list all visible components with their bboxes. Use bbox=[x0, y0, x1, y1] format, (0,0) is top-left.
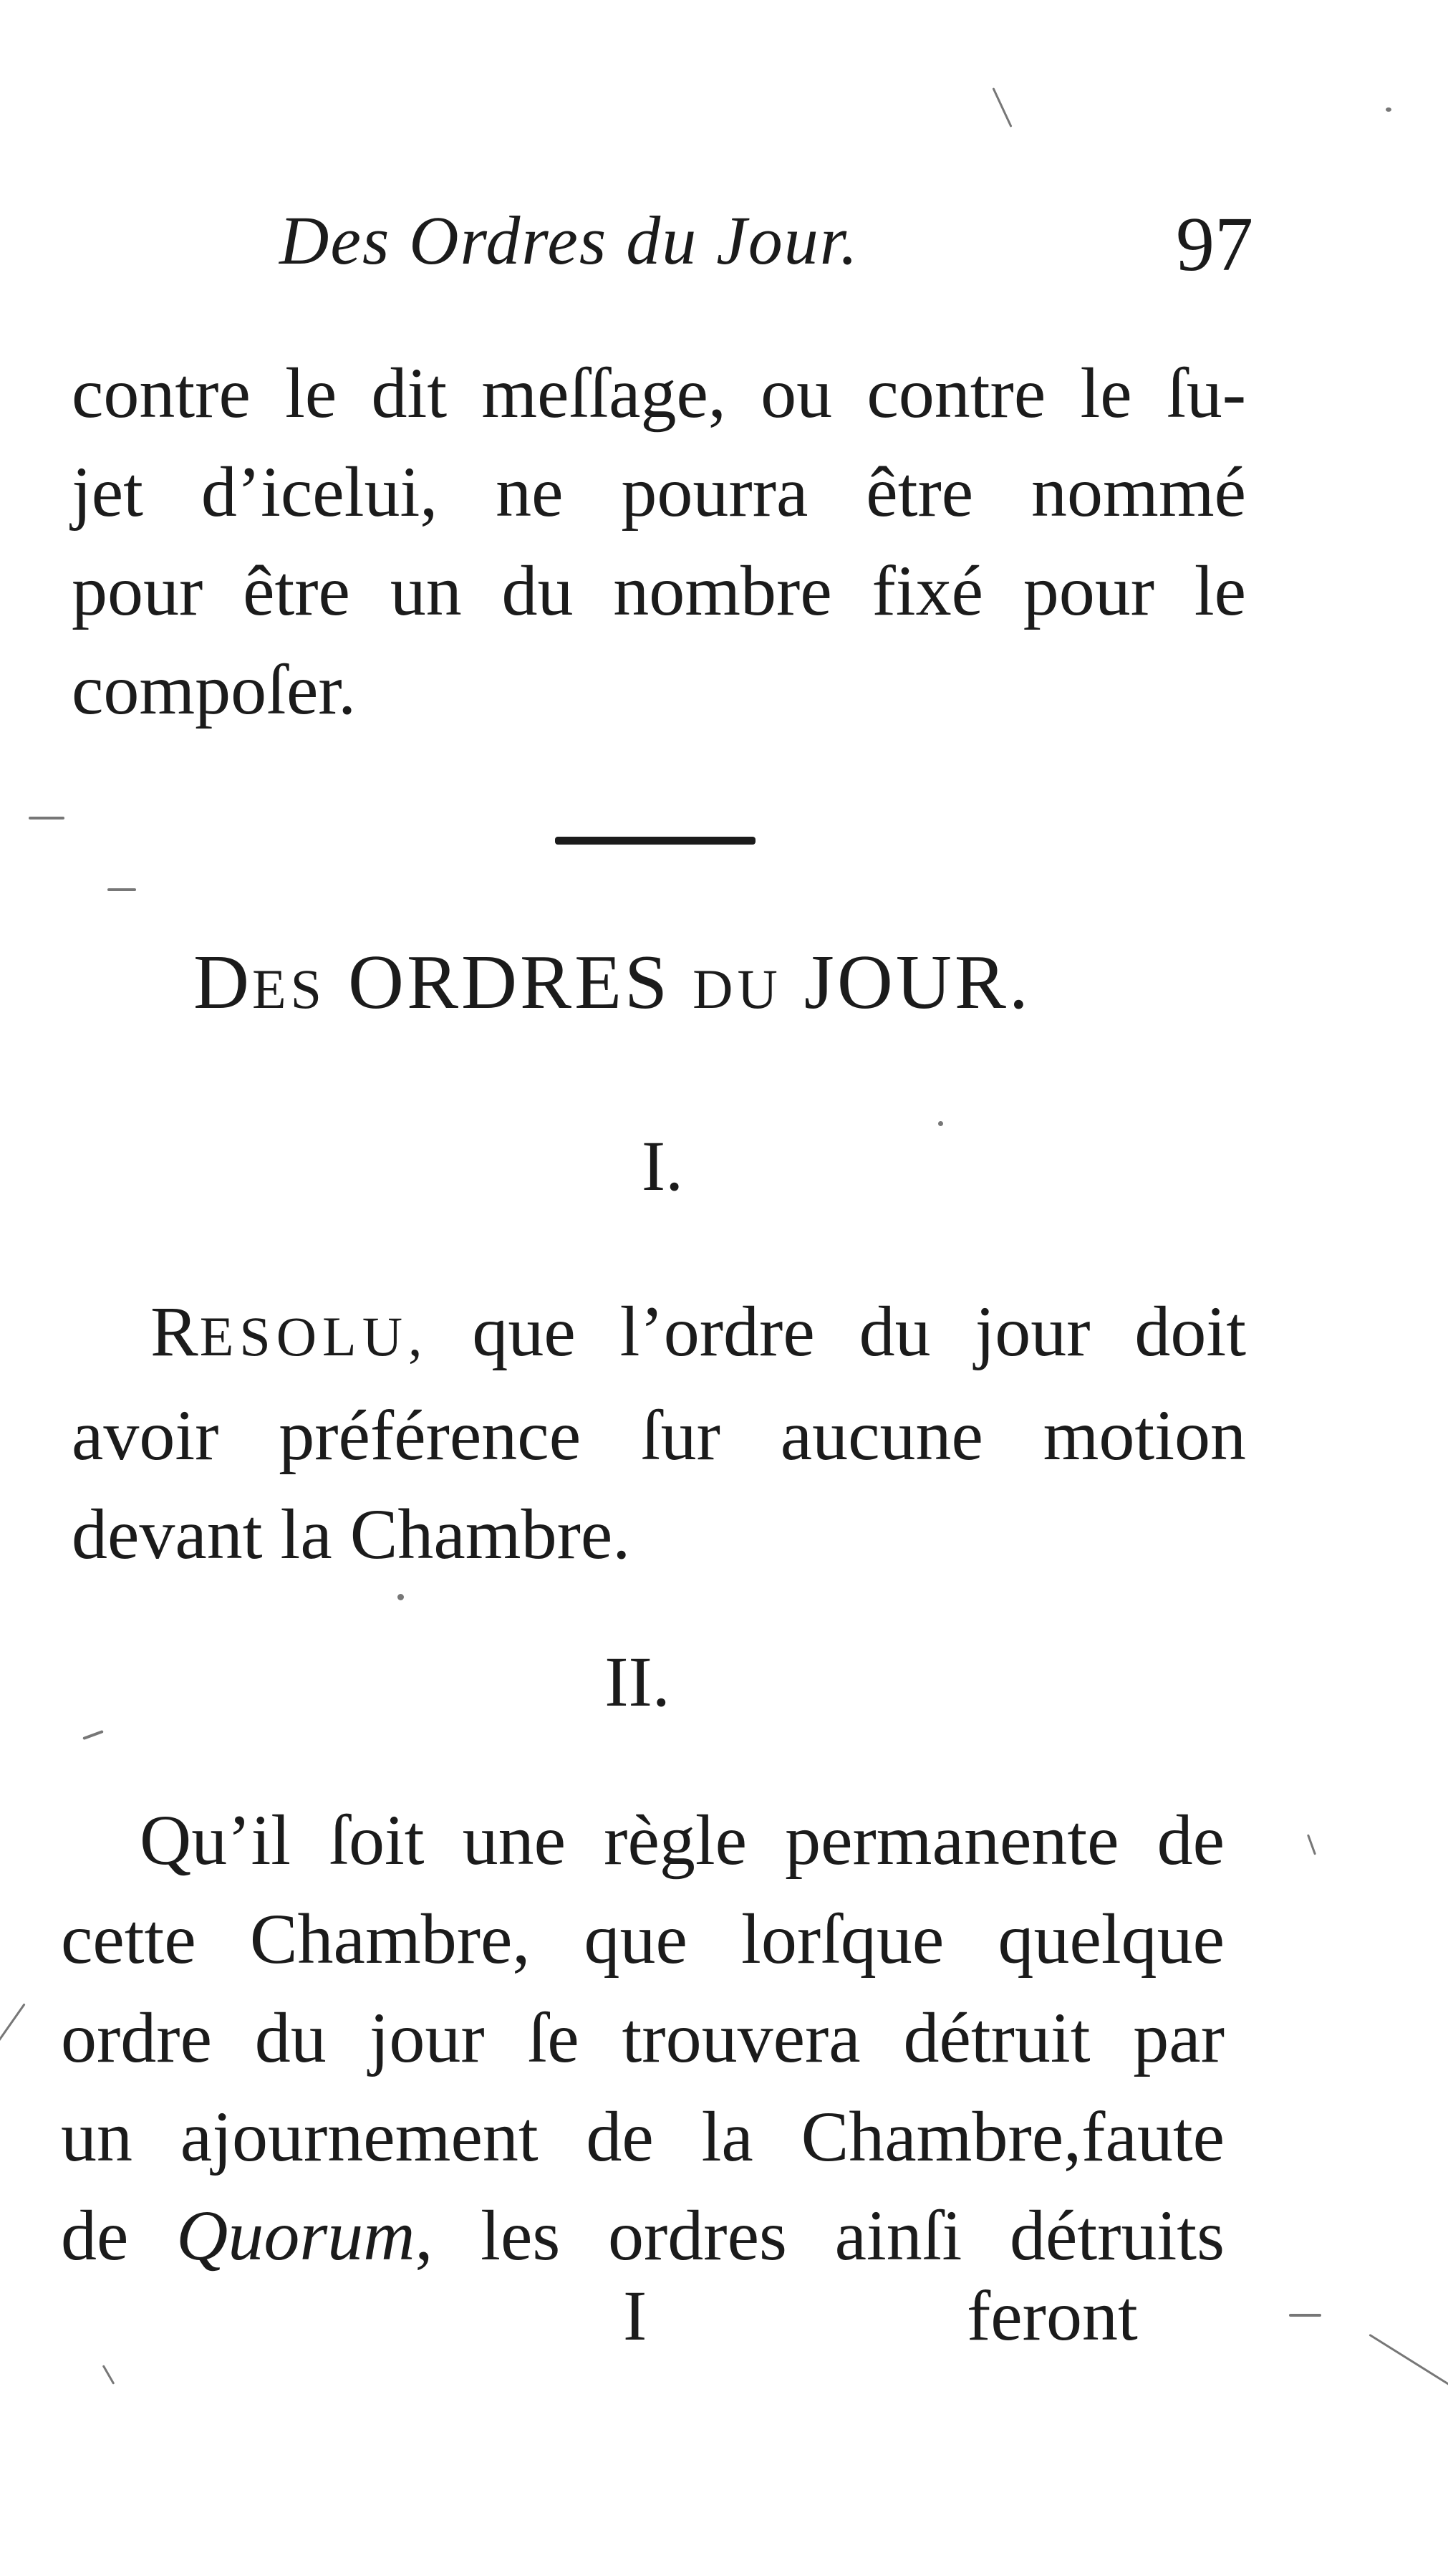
article-number: II. bbox=[604, 1642, 670, 1721]
paragraph-continued bbox=[72, 344, 1246, 739]
article-lead bbox=[150, 1292, 428, 1371]
text-line: cette Chambre, que lorſque quelque bbox=[61, 1899, 1225, 1979]
italic-term: Quorum bbox=[176, 2196, 415, 2275]
running-head bbox=[279, 193, 1253, 294]
article-number: I. bbox=[641, 1126, 684, 1206]
section-heading bbox=[193, 938, 1124, 1027]
text-line: devant la Chambre. bbox=[72, 1494, 631, 1574]
heading-text: JOUR. bbox=[781, 940, 1031, 1025]
line-rest: que l’ordre du jour doit bbox=[428, 1292, 1246, 1371]
page-number: 97 bbox=[1176, 202, 1253, 287]
text-line bbox=[61, 2186, 1225, 2285]
text-line bbox=[72, 1282, 1246, 1386]
heading-cap: D bbox=[193, 940, 252, 1025]
text-line: avoir préférence ſur aucune motion bbox=[72, 1395, 1246, 1475]
text-line: pour être un du nombre fixé pour le bbox=[72, 551, 1246, 630]
line-start: de bbox=[61, 2196, 177, 2275]
signature-mark: I bbox=[623, 2276, 647, 2355]
article-2-text bbox=[61, 1791, 1225, 2285]
page-footer bbox=[0, 2274, 1448, 2375]
line-end: , les ordres ainſi détruits bbox=[415, 2196, 1225, 2275]
text-line: compoſer. bbox=[72, 650, 357, 729]
heading-text: ORDRES bbox=[326, 940, 693, 1025]
section-divider-rule bbox=[555, 837, 756, 845]
text-line: contre le dit meſſage, ou contre le ſu- bbox=[72, 353, 1246, 433]
article-1-text bbox=[72, 1282, 1246, 1584]
heading-small-caps: DU bbox=[692, 958, 782, 1020]
text-line: Qu’il ſoit une règle permanente de bbox=[140, 1800, 1225, 1880]
running-title: Des Ordres du Jour. bbox=[279, 202, 859, 279]
text-line: ordre du jour ſe trouvera détruit par bbox=[61, 1998, 1225, 2077]
text-line: un ajournement de la Chambre,faute bbox=[61, 2097, 1225, 2176]
lead-small-caps: ESOLU, bbox=[199, 1305, 428, 1368]
heading-small-caps: ES bbox=[252, 958, 327, 1020]
text-line: jet d’icelui, ne pourra être nommé bbox=[72, 452, 1246, 532]
catchword: feront bbox=[967, 2276, 1138, 2355]
lead-cap: R bbox=[150, 1292, 200, 1371]
